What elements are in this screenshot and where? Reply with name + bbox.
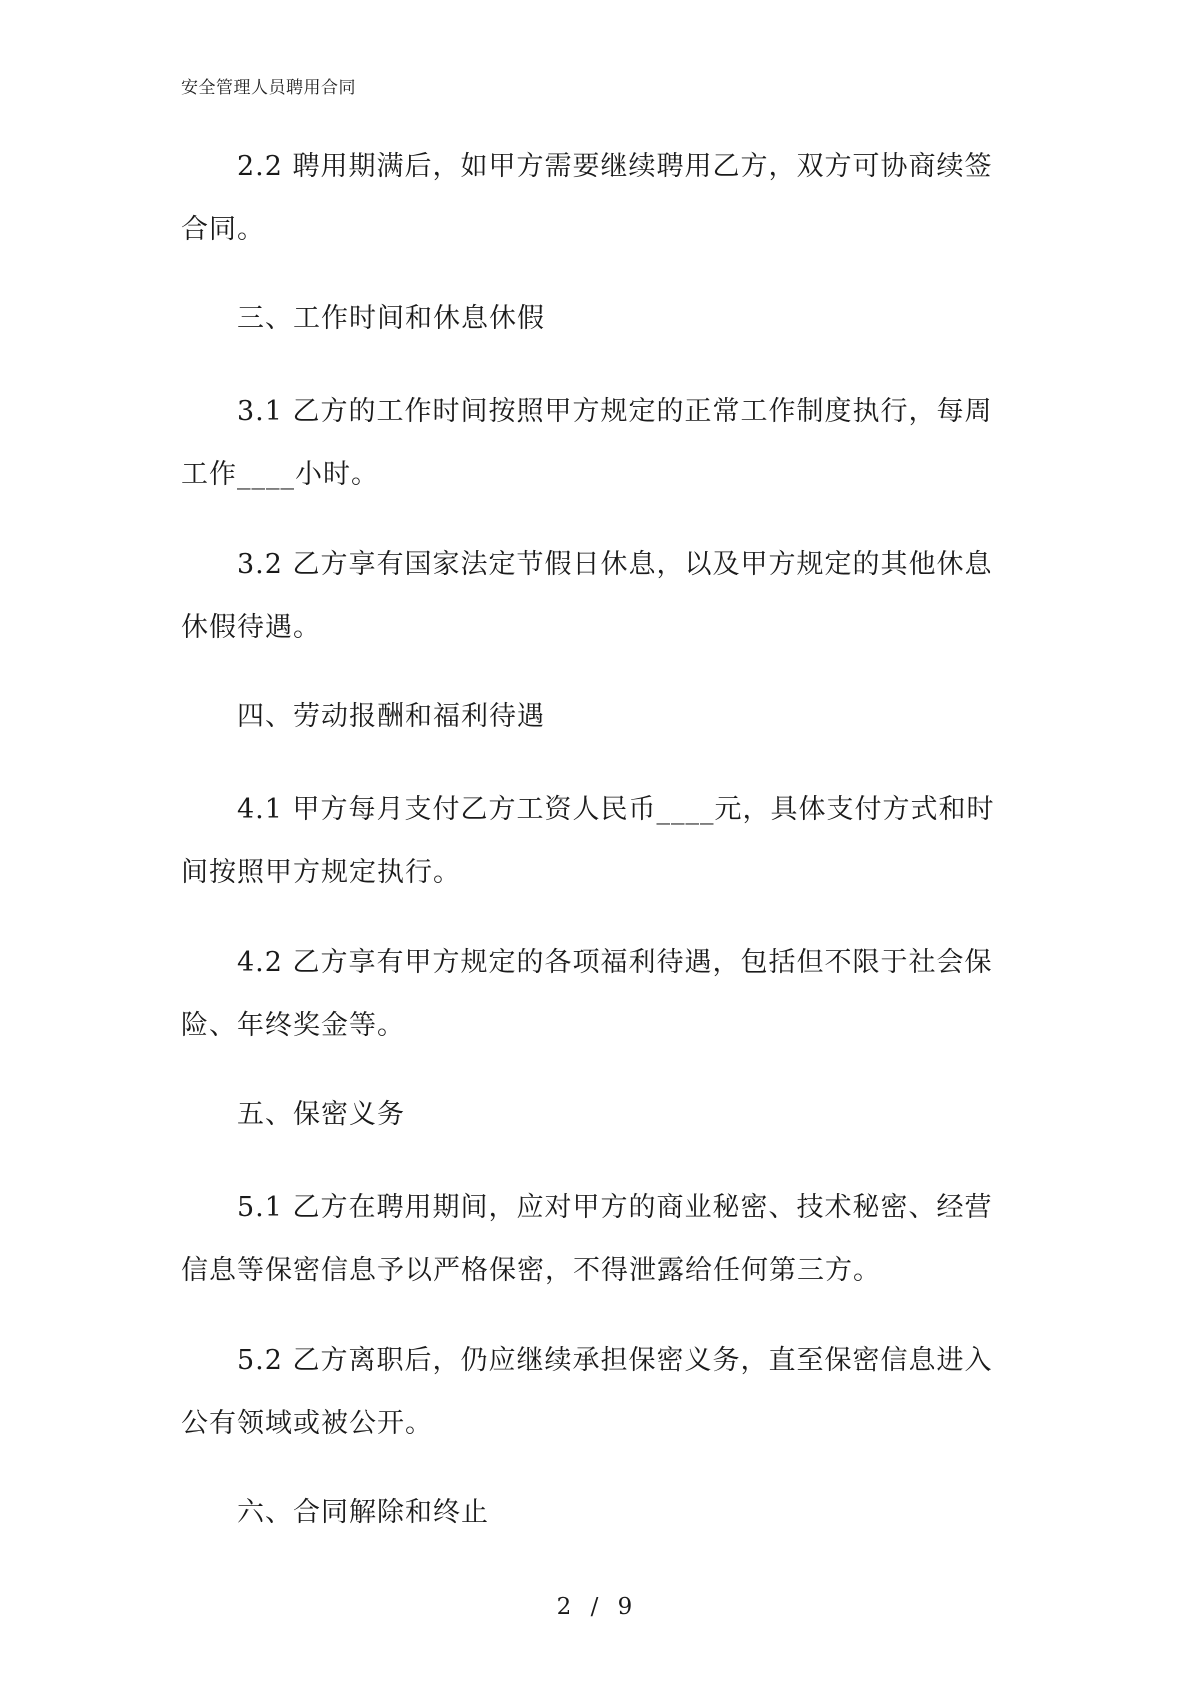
- clause-5-2: 5.2 乙方离职后，仍应继续承担保密义务，直至保密信息进入公有领域或被公开。: [181, 1345, 993, 1439]
- running-header: 安全管理人员聘用合同: [181, 78, 356, 98]
- section-heading-3: 三、工作时间和休息休假: [237, 303, 545, 334]
- clause-3-1: 3.1 乙方的工作时间按照甲方规定的正常工作制度执行，每周工作____小时。: [181, 396, 993, 490]
- section-heading-5: 五、保密义务: [237, 1099, 405, 1130]
- clause-5-1: 5.1 乙方在聘用期间，应对甲方的商业秘密、技术秘密、经营信息等保密信息予以严格保密，不得泄露给任何第三方。: [181, 1192, 993, 1286]
- clause-2-2: 2.2 聘用期满后，如甲方需要继续聘用乙方，双方可协商续签合同。: [181, 151, 993, 245]
- page-number: 2 / 9: [556, 1594, 635, 1620]
- clause-3-2: 3.2 乙方享有国家法定节假日休息，以及甲方规定的其他休息休假待遇。: [181, 549, 993, 643]
- section-heading-6: 六、合同解除和终止: [237, 1497, 489, 1528]
- clause-4-1: 4.1 甲方每月支付乙方工资人民币____元，具体支付方式和时间按照甲方规定执行。: [181, 794, 995, 888]
- section-heading-4: 四、劳动报酬和福利待遇: [237, 701, 545, 732]
- clause-4-2: 4.2 乙方享有甲方规定的各项福利待遇，包括但不限于社会保险、年终奖金等。: [181, 947, 993, 1041]
